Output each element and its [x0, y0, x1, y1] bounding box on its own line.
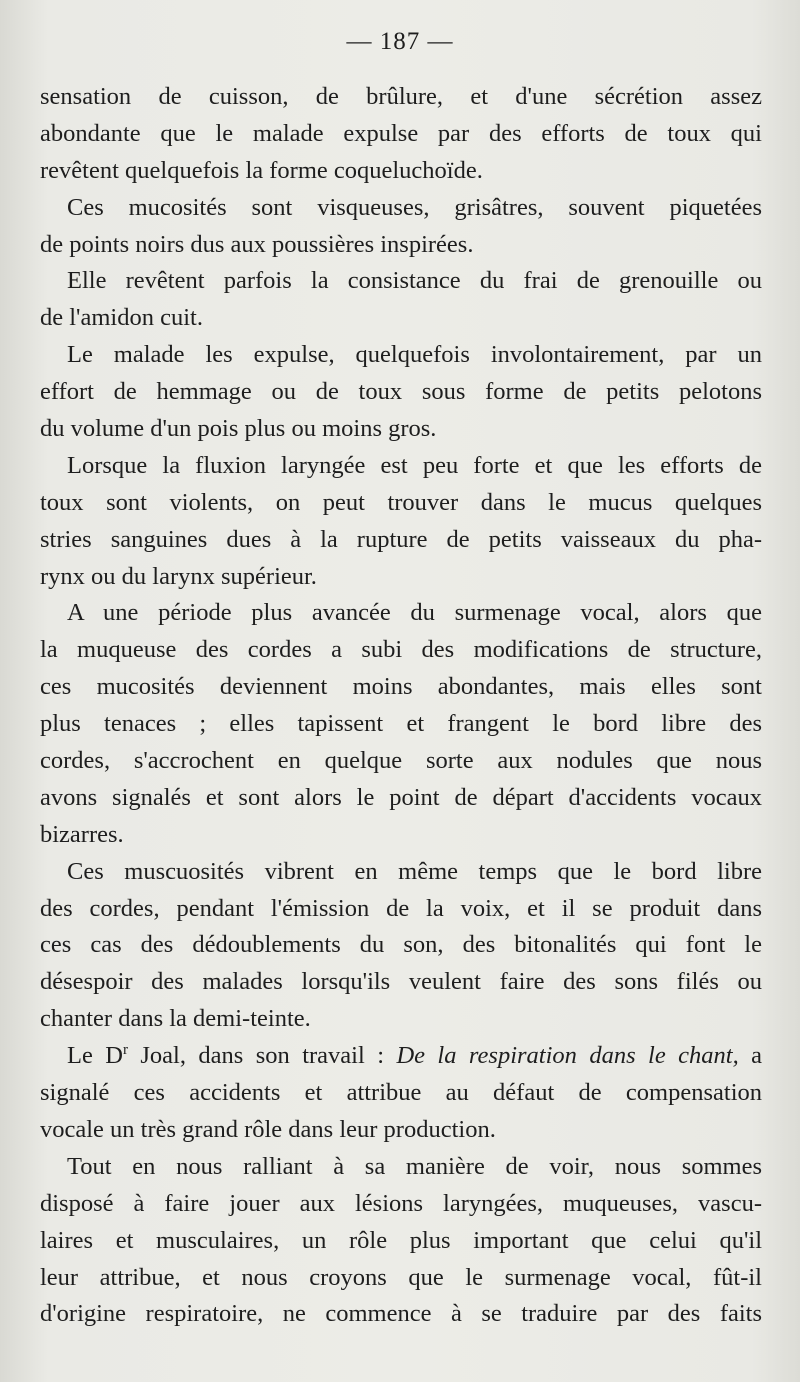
text-line [40, 1038, 762, 1075]
text-line: effort de hemmage ou de toux sous forme de petits pelotons [40, 378, 762, 406]
text-line: Tout en nous ralliant à sa manière de voir, nous sommes [67, 1152, 762, 1180]
italic-title: De la respiration dans le chant, [396, 1042, 739, 1070]
text-line: chanter dans la demi-teinte. [40, 1005, 311, 1033]
body-text [40, 79, 762, 1333]
text-line: toux sont violents, on peut trouver dans le mucus quelques [40, 488, 762, 516]
text-line: cordes, s'accrochent en quelque sorte aux nodules que nous [40, 747, 762, 775]
text-line: Lorsque la fluxion laryngée est peu forte et que les efforts de [67, 451, 762, 479]
text-line: ces mucosités deviennent moins abondantes, mais elles sont [40, 673, 762, 701]
text-line: Ces muscuosités vibrent en même temps que le bord libre [67, 857, 762, 885]
page-number: — 187 — [346, 28, 454, 55]
text-line: vocale un très grand rôle dans leur production. [40, 1115, 496, 1143]
text-line: abondante que le malade expulse par des efforts de toux qui [40, 119, 762, 147]
text-line: du volume d'un pois plus ou moins gros. [40, 415, 437, 443]
text-line: de l'amidon cuit. [40, 304, 203, 332]
text-line: Ces mucosités sont visqueuses, grisâtres, souvent piquetées [67, 193, 762, 221]
text-run: Joal, dans son travail : [127, 1042, 397, 1070]
text-line: revêtent quelquefois la forme coqueluchoïde. [40, 156, 483, 184]
text-run: Le D [67, 1042, 123, 1070]
text-line: des cordes, pendant l'émission de la voix, et il se produit dans [40, 894, 762, 922]
text-line: sensation de cuisson, de brûlure, et d'une sécrétion assez [40, 83, 762, 110]
text-line: A une période plus avancée du surmenage vocal, alors que [67, 599, 762, 627]
text-line: Le malade les expulse, quelquefois involontairement, par un [67, 341, 762, 369]
text-line: laires et musculaires, un rôle plus important que celui qu'il [40, 1226, 762, 1254]
text-line: signalé ces accidents et attribue au défaut de compensation [40, 1079, 762, 1107]
text-line: rynx ou du larynx supérieur. [40, 562, 317, 590]
text-line: Elle revêtent parfois la consistance du frai de grenouille ou [67, 267, 762, 295]
text-line: leur attribue, et nous croyons que le surmenage vocal, fût-il [40, 1263, 762, 1291]
text-line: avons signalés et sont alors le point de départ d'accidents vocaux [40, 783, 762, 811]
text-line: d'origine respiratoire, ne commence à se traduire par des faits [40, 1300, 762, 1328]
text-line: la muqueuse des cordes a subi des modifications de structure, [40, 636, 762, 664]
text-line: de points noirs dus aux poussières inspirées. [40, 230, 474, 258]
text-line: disposé à faire jouer aux lésions laryngées, muqueuses, vascu- [40, 1189, 762, 1217]
text-line: bizarres. [40, 820, 124, 848]
superscript: r [122, 1042, 128, 1059]
text-line: plus tenaces ; elles tapissent et frangent le bord libre des [40, 710, 762, 738]
text-line: stries sanguines dues à la rupture de petits vaisseaux du pha- [40, 525, 762, 553]
text-line: désespoir des malades lorsqu'ils veulent faire des sons filés ou [40, 968, 762, 996]
text-line: ces cas des dédoublements du son, des bitonalités qui font le [40, 931, 762, 959]
text-run: a [738, 1042, 763, 1070]
